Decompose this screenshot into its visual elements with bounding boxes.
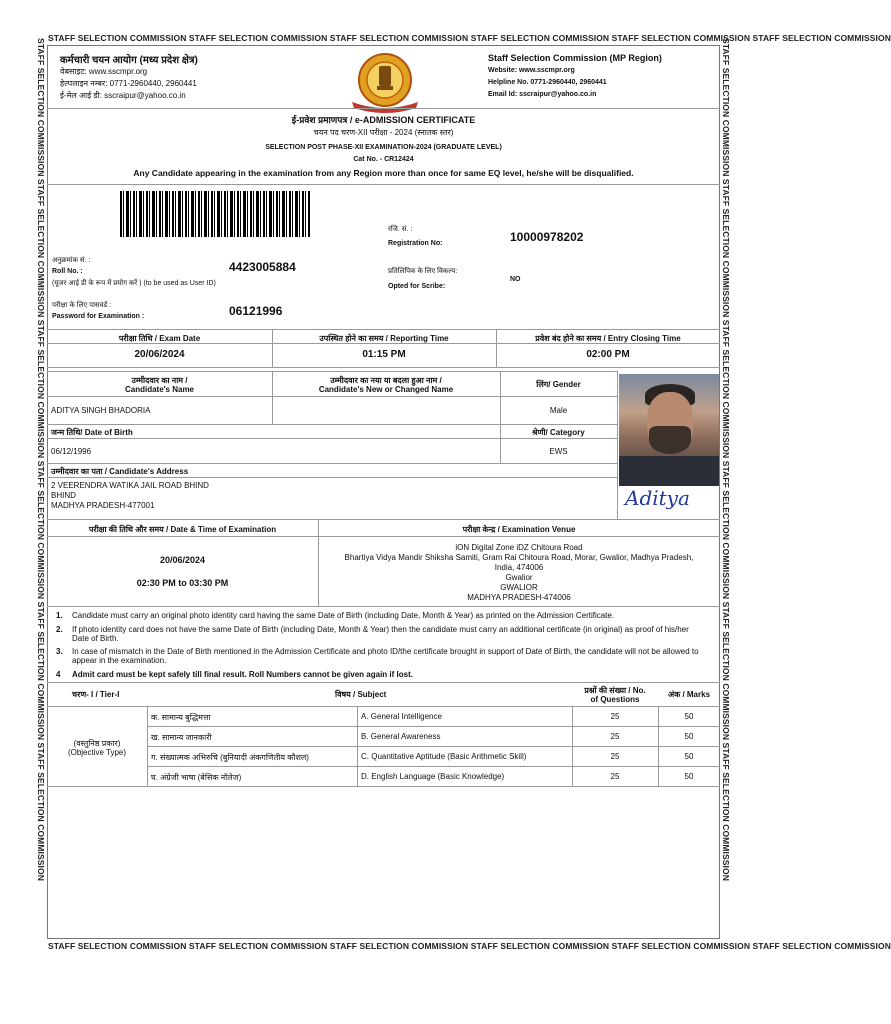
roll-label-hi: अनुक्रमांक सं. : (52, 257, 91, 264)
instruction-4-num: 4 (56, 670, 61, 679)
subject-row-2-marks: 50 (684, 732, 694, 741)
watermark-bottom: STAFF SELECTION COMMISSION STAFF SELECTION COMMISSION STAFF SELECTION COMMISSION STAFF SELECTION COMMISSION STAFF SELECTION COMMISSION STAFF SELECTION COMMISSION (48, 941, 891, 951)
header-left-website: वेबसाइट: www.sscmpr.org (60, 67, 148, 76)
instruction-2-text: If photo identity card does not have the same Date of Birth (including Date, Month & Year) then the candidate must carry an additional certificate (in original) as proof of his/her Date of Birth. (72, 625, 689, 643)
objective-type-en: (Objective Type) (67, 748, 127, 757)
header-left-title: कर्मचारी चयन आयोग (मध्य प्रदेश क्षेत्र) (60, 55, 198, 66)
roll-label-en: Roll No. : (52, 268, 83, 275)
new-name-label-hi: उम्मीदवार का नया या बदला हुआ नाम / (330, 376, 442, 385)
ssc-emblem-icon (346, 50, 424, 116)
venue-line-1: iON Digital Zone iDZ Chitoura Road (455, 543, 583, 552)
subject-row-4-hi: घ. अंग्रेजी भाषा (बेसिक नॉलेज) (151, 773, 242, 782)
roll-note: (यूजर आई डी के रूप में प्रयोग करें ) (to be used as User ID) (52, 280, 216, 287)
venue-line-4: Gwalior (505, 573, 533, 582)
subject-row-3-questions: 25 (610, 752, 620, 761)
address-line-1: 2 VEERENDRA WATIKA JAIL ROAD BHIND (51, 481, 209, 490)
subject-row-2-hi: ख. सामान्य जानकारी (151, 733, 212, 742)
scribe-label-en: Opted for Scribe: (388, 283, 446, 290)
watermark-right: STAFF SELECTION COMMISSION STAFF SELECTION COMMISSION STAFF SELECTION COMMISSION STAFF SELECTION COMMISSION STAFF SELECTION COMMISSION STAFF SELECTION COMMISSION (721, 38, 731, 881)
scribe-label-hi: प्रतिलिपिक के लिए विकल्प: (388, 268, 458, 275)
venue-line-3: India, 474006 (494, 563, 544, 572)
cert-hindi-exam: चयन पद चरण-XII परीक्षा - 2024 (स्नातक स्तर) (313, 128, 454, 137)
subject-row-4-questions: 25 (610, 772, 620, 781)
reg-label-hi: रजि. सं. : (388, 226, 413, 233)
reg-label-en: Registration No: (388, 240, 443, 247)
watermark-left: STAFF SELECTION COMMISSION STAFF SELECTION COMMISSION STAFF SELECTION COMMISSION STAFF SELECTION COMMISSION STAFF SELECTION COMMISSION STAFF SELECTION COMMISSION (36, 38, 46, 881)
questions-label-1: प्रश्नों की संख्या / No. (584, 686, 646, 695)
password-value: 06121996 (229, 304, 283, 318)
subject-row-3-marks: 50 (684, 752, 694, 761)
objective-type-hi: (वस्तुनिष्ठ प्रकार) (73, 739, 121, 748)
exam-venue-label: परीक्षा केन्द्र / Examination Venue (462, 525, 576, 534)
category-value: EWS (549, 447, 568, 456)
certificate-frame (47, 45, 720, 939)
subject-row-1-questions: 25 (610, 712, 620, 721)
venue-line-2: Bhartiya Vidya Mandir Shiksha Samiti, Gram Rai Chitoura Road, Morar, Gwalior, Madhya Pradesh, (344, 553, 694, 562)
password-label-en: Password for Examination : (52, 313, 145, 320)
subject-label: विषय / Subject (335, 690, 387, 699)
instruction-4-text: Admit card must be kept safely till final result. Roll Numbers cannot be given again if lost. (72, 670, 413, 679)
candidate-name: ADITYA SINGH BHADORIA (51, 406, 151, 415)
questions-label-2: of Questions (590, 695, 640, 704)
header-right-website: Website: www.sscmpr.org (488, 67, 575, 74)
cert-warning: Any Candidate appearing in the examination from any Region more than once for same EQ level, he/she will be disqualified. (133, 168, 634, 178)
instruction-3-text: In case of mismatch in the Date of Birth mentioned in the Admission Certificate and photo ID/the certificate brought in support of Date of Birth, the candidate will not be allowed to appear in the examination. (72, 647, 699, 665)
reporting-time: 01:15 PM (362, 349, 406, 360)
instruction-2-num: 2. (56, 625, 63, 634)
venue-line-6: MADHYA PRADESH-474006 (467, 593, 571, 602)
barcode (120, 191, 310, 237)
exam-datetime-label: परीक्षा की तिथि और समय / Date & Time of Examination (88, 525, 277, 534)
header-right-email: Email Id: sscraipur@yahoo.co.in (488, 91, 597, 98)
registration-number: 10000978202 (510, 230, 584, 244)
address-label: उम्मीदवार का पता / Candidate's Address (51, 467, 189, 476)
subject-row-2-questions: 25 (610, 732, 620, 741)
cert-cat-no: Cat No. - CR12424 (353, 156, 414, 163)
instruction-3-num: 3. (56, 647, 63, 656)
gender-value: Male (549, 406, 568, 415)
instruction-1-num: 1. (56, 611, 63, 620)
subject-row-1-hi: क. सामान्य बुद्धिमत्ता (151, 713, 211, 722)
dob-label: जन्म तिथि/ Date of Birth (51, 428, 133, 437)
gender-label: लिंग/ Gender (536, 380, 581, 389)
entry-closing-label: प्रवेश बंद होने का समय / Entry Closing Time (535, 334, 681, 343)
watermark-top: STAFF SELECTION COMMISSION STAFF SELECTION COMMISSION STAFF SELECTION COMMISSION STAFF SELECTION COMMISSION STAFF SELECTION COMMISSION STAFF SELECTION COMMISSION (48, 33, 891, 43)
cert-exam-name: SELECTION POST PHASE-XII EXAMINATION-2024 (GRADUATE LEVEL) (265, 144, 502, 151)
candidate-name-label-en: Candidate's Name (124, 385, 195, 394)
marks-label: अंक / Marks (667, 690, 711, 699)
header-right-helpline: Helpline No. 0771-2960440, 2960441 (488, 79, 607, 86)
header-right-title: Staff Selection Commission (MP Region) (488, 53, 662, 63)
subject-row-4-en: D. English Language (Basic Knowledge) (361, 772, 505, 781)
new-name-label-en: Candidate's New or Changed Name (318, 385, 454, 394)
cert-title: ई-प्रवेश प्रमाणपत्र / e-ADMISSION CERTIFICATE (291, 115, 476, 125)
subject-row-1-marks: 50 (684, 712, 694, 721)
candidate-signature: Aditya (625, 486, 690, 510)
dob-value: 06/12/1996 (51, 447, 92, 456)
subject-row-3-en: C. Quantitative Aptitude (Basic Arithmetic Skill) (361, 752, 527, 761)
password-label-hi: परीक्षा के लिए पासवर्ड : (52, 302, 112, 309)
subject-row-3-hi: ग. संख्यात्मक अभिरुचि (बुनियादी अंकगणितीय कौशल) (151, 753, 309, 762)
subject-row-4-marks: 50 (684, 772, 694, 781)
category-label: श्रेणी/ Category (532, 428, 585, 437)
subject-row-2-en: B. General Awareness (361, 732, 441, 741)
header-left-helpline: हेल्पलाइन नम्बर: 0771-2960440, 2960441 (60, 79, 197, 88)
exam-date: 20/06/2024 (134, 349, 185, 360)
candidate-photo (619, 374, 719, 482)
exam-date-venue: 20/06/2024 (159, 555, 206, 565)
exam-date-label: परीक्षा तिथि / Exam Date (118, 334, 201, 343)
scribe-value: NO (510, 276, 521, 283)
entry-closing-time: 02:00 PM (586, 349, 630, 360)
address-line-3: MADHYA PRADESH-477001 (51, 501, 155, 510)
reporting-time-label: उपस्थित होने का समय / Reporting Time (319, 334, 449, 343)
address-line-2: BHIND (51, 491, 76, 500)
subject-row-1-en: A. General Intelligence (361, 712, 442, 721)
candidate-name-label-hi: उम्मीदवार का नाम / (131, 376, 188, 385)
roll-number: 4423005884 (229, 260, 296, 274)
instruction-1-text: Candidate must carry an original photo identity card having the same Date of Birth (including Date, Month & Year) as printed on the Admission Certificate. (72, 611, 615, 620)
tier-label: चरण- I / Tier-I (72, 690, 120, 699)
exam-time: 02:30 PM to 03:30 PM (136, 578, 229, 588)
header-left-email: ई-मेल आई डी: sscraipur@yahoo.co.in (60, 91, 186, 100)
venue-line-5: GWALIOR (500, 583, 538, 592)
